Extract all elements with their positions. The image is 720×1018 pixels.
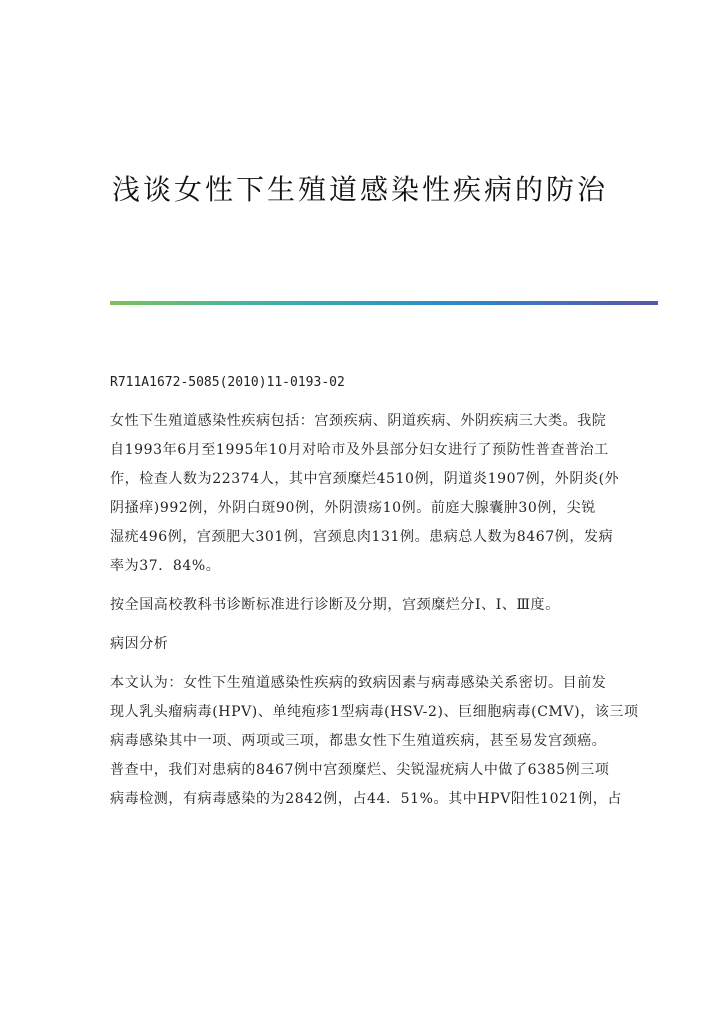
text-line: 病毒检测，有病毒感染的为2842例，占44．51%。其中HPV阳性1021例，占 [110,791,622,807]
paragraph-diagnosis [110,591,610,620]
classification-code: R711A1672-5085(2010)11-0193-02 [110,375,345,390]
paragraph-intro [110,407,620,581]
section-heading [110,630,610,659]
text-line: 自1993年6月至1995年10月对哈市及外县部分妇女进行了预防性普查普治工 [110,442,609,458]
text-line: 阴搔痒)992例，外阴白斑90例，外阴溃疡10例。前庭大腺囊肿30例，尖锐 [110,500,596,516]
text-line: 女性下生殖道感染性疾病包括：宫颈疾病、阴道疾病、外阴疾病三大类。我院 [110,413,607,429]
text-line: 现人乳头瘤病毒(HPV)、单纯疱疹1型病毒(HSV-2)、巨细胞病毒(CMV)，该三项 [110,704,639,720]
text-line: 按全国高校教科书诊断标准进行诊断及分期，宫颈糜烂分Ⅰ、Ⅰ、Ⅲ度。 [110,597,560,613]
paragraph-etiology [110,669,639,814]
text-line: 普查中，我们对患病的8467例中宫颈糜烂、尖锐湿疣病人中做了6385例三项 [110,762,610,778]
document-body [110,368,639,814]
title-divider [110,301,658,305]
text-line: 作，检查人数为22374人，其中宫颈糜烂4510例，阴道炎1907例，外阴炎(外 [110,471,620,487]
text-line: 湿疣496例，宫颈肥大301例，宫颈息肉131例。患病总人数为8467例，发病 [110,529,614,545]
text-line: 本文认为：女性下生殖道感染性疾病的致病因素与病毒感染关系密切。目前发 [110,675,607,691]
section-heading-text: 病因分析 [110,636,169,652]
document-title: 浅谈女性下生殖道感染性疾病的防治 [111,173,608,206]
text-line: 病毒感染其中一项、两项或三项，都患女性下生殖道疾病，甚至易发宫颈癌。 [110,733,607,749]
text-line: 率为37．84%。 [110,558,221,574]
